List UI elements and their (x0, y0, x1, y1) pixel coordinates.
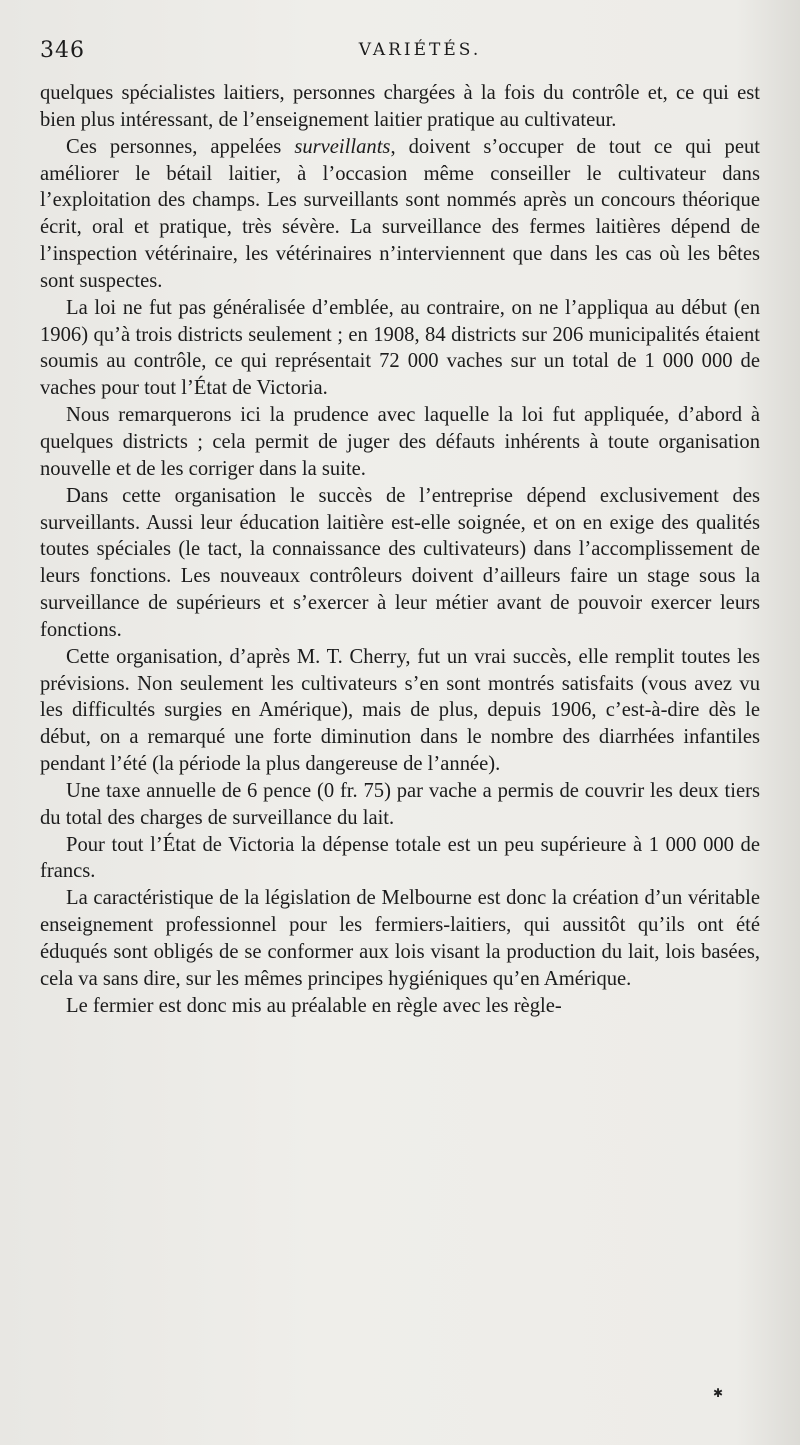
page-header (40, 38, 760, 72)
paragraph: La caractéristique de la législation de Melbourne est donc la création d’un véritable enseignement professionnel pour les fermiers-laitiers, qui aussitôt qu’ils ont été éduqués sont obligés de se conformer aux lois visant la production du lait, lois basées, cela va sans dire, sur les mêmes principes hygiéniques qu’en Amérique. (40, 887, 760, 990)
paragraph: Ces personnes, appelées surveillants, doivent s’occuper de tout ce qui peut améliorer le bétail laitier, à l’occasion même conseiller le cultivateur dans l’exploitation des champs. Les surveillants sont nommés après un concours théorique écrit, oral et pratique, très sévère. La surveillance des fermes laitières dépend de l’inspection vétérinaire, les vétérinaires n’interviennent que dans les cas où les bêtes sont suspectes. (40, 135, 761, 292)
paragraph: Nous remarquerons ici la prudence avec laquelle la loi fut appliquée, d’abord à quelques districts ; cela permit de juger des défauts inhérents à toute organisation nouvelle et de les corriger dans la suite. (40, 404, 760, 480)
paragraph: Le fermier est donc mis au préalable en règle avec les règle- (66, 994, 562, 1017)
paragraph: Une taxe annuelle de 6 pence (0 fr. 75) par vache a permis de couvrir les deux tiers du total des charges de surveillance du lait. (40, 779, 760, 829)
paragraph: Dans cette organisation le succès de l’entreprise dépend exclusivement des surveillants. Aussi leur éducation laitière est-elle soignée, et on en exige des qualités toutes spéciales (le tact, la connaissance des cultivateurs) dans l’accomplissement de leurs fonctions. Les nouveaux contrôleurs doivent d’ailleurs faire un stage sous la surveillance de supérieurs et s’exercer à leur métier avant de pouvoir exercer leurs fonctions. (40, 484, 760, 641)
paragraph: Cette organisation, d’après M. T. Cherry, fut un vrai succès, elle remplit toutes les prévisions. Non seulement les cultivateurs s’en sont montrés satisfaits (vous avez vu les difficultés surgies en Amérique), mais de plus, depuis 1906, c’est-à-dire dès le début, on a remarqué une forte diminution dans le nombre des diarrhées infantiles pendant l’été (la période la plus dangereuse de l’année). (40, 645, 760, 776)
paragraph: Pour tout l’État de Victoria la dépense totale est un peu supérieure à 1 000 000 de francs. (40, 833, 760, 883)
running-head: VARIÉTÉS. (358, 40, 482, 60)
paragraph: La loi ne fut pas généralisée d’emblée, au contraire, on ne l’appliqua au début (en 1906) qu’à trois districts seulement ; en 1908, 84 districts sur 206 municipalités étaient soumis au contrôle, ce qui représentait 72 000 vaches sur un total de 1 000 000 de vaches pour tout l’État de Victoria. (40, 296, 760, 400)
body-text (40, 80, 760, 1020)
page-number: 346 (40, 38, 85, 63)
emphasized-term: surveillants (294, 135, 391, 158)
printer-mark: ✱ (713, 1386, 724, 1400)
paragraph: quelques spécialistes laitiers, personnes chargées à la fois du contrôle et, ce qui est bien plus intéressant, de l’enseignement laitier pratique au cultivateur. (40, 82, 760, 131)
